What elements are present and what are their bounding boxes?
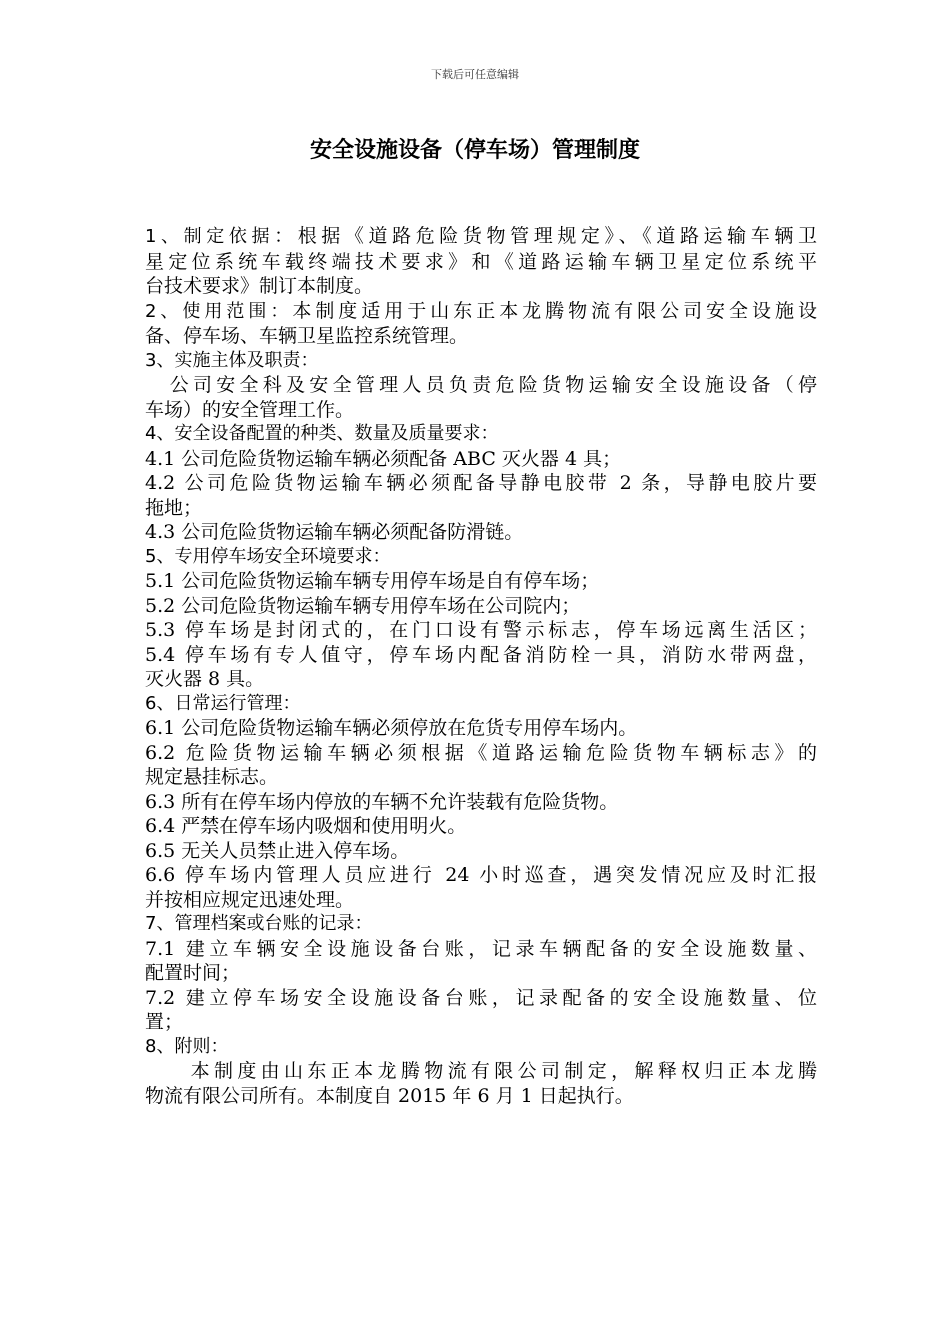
item-5-4-line-1: 5.4 停车场有专人值守，停车场内配备消防栓一具，消防水带两盘， — [145, 643, 817, 666]
section-3-line-1: 公司安全科及安全管理人员负责危险货物运输安全设施设备（停 — [169, 374, 817, 396]
section-3-line-2: 车场）的安全管理工作。 — [145, 398, 355, 421]
section-2-line-1 — [145, 299, 817, 325]
item-7-2-line-2: 置； — [145, 1011, 184, 1033]
item-5-4-line-2: 灭火器 8 具。 — [145, 668, 265, 690]
item-6-5: 6.5 无关人员禁止进入停车场。 — [145, 839, 410, 862]
item-7-1-line-1: 7.1 建立车辆安全设施设备台账，记录车辆配备的安全设施数量、 — [145, 937, 817, 960]
item-6-1: 6.1 公司危险货物运输车辆必须停放在危货专用停车场内。 — [145, 717, 638, 739]
section-6-heading: 6、日常运行管理： — [145, 692, 301, 714]
item-4-1: 4.1 公司危险货物运输车辆必须配备 ABC 灭火器 4 具； — [145, 447, 622, 470]
section-1-line-1 — [145, 224, 817, 250]
item-7-2-line-1: 7.2 建立停车场安全设施设备台账，记录配备的安全设施数量、位 — [145, 986, 817, 1009]
section-1-line-3: 台技术要求》制订本制度。 — [145, 275, 374, 297]
item-5-2: 5.2 公司危险货物运输车辆专用停车场在公司院内； — [145, 594, 581, 617]
section-1-text: 根据《道路危险货物管理规定》、《道路运输车辆卫 — [297, 225, 817, 247]
section-5-heading: 5、专用停车场安全环境要求： — [145, 545, 391, 567]
item-4-2-line-2: 拖地； — [145, 496, 203, 519]
item-5-1: 5.1 公司危险货物运输车辆专用停车场是自有停车场； — [145, 570, 600, 592]
section-1-line-2: 星定位系统车载终端技术要求》和《道路运输车辆卫星定位系统平 — [145, 250, 817, 273]
item-6-6-line-2: 并按相应规定迅速处理。 — [145, 888, 355, 911]
section-8-line-2: 物流有限公司所有。本制度自 2015 年 6 月 1 日起执行。 — [145, 1084, 634, 1107]
section-4-heading: 4、安全设备配置的种类、数量及质量要求： — [145, 423, 499, 444]
section-8-line-1: 本制度由山东正本龙腾物流有限公司制定，解释权归正本龙腾 — [190, 1060, 817, 1082]
item-5-3: 5.3 停车场是封闭式的，在门口设有警示标志，停车场远离生活区； — [145, 619, 817, 641]
section-3-heading: 3、实施主体及职责： — [145, 349, 319, 371]
item-6-3: 6.3 所有在停车场内停放的车辆不允许装载有危险货物。 — [145, 790, 619, 813]
section-1-heading: 1、制定依据 — [145, 226, 275, 247]
item-6-4: 6.4 严禁在停车场内吸烟和使用明火。 — [145, 815, 467, 837]
section-7-heading: 7、管理档案或台账的记录： — [145, 913, 373, 934]
document-body — [145, 224, 817, 1108]
section-2-text: 本制度适用于山东正本龙腾物流有限公司安全设施设 — [292, 299, 817, 322]
section-2-heading: 2、使用范围： — [145, 300, 293, 322]
header-note: 下载后可任意编辑 — [431, 68, 519, 81]
section-1-separator: ： — [274, 225, 298, 247]
item-6-2-line-2: 规定悬挂标志。 — [145, 766, 279, 788]
document-title: 安全设施设备（停车场）管理制度 — [309, 138, 640, 163]
item-6-6-line-1: 6.6 停车场内管理人员应进行 24 小时巡查，遇突发情况应及时汇报 — [145, 864, 817, 886]
item-4-2-line-1: 4.2 公司危险货物运输车辆必须配备导静电胶带 2 条，导静电胶片要 — [145, 472, 817, 494]
section-2-line-2: 备、停车场、车辆卫星监控系统管理。 — [145, 325, 469, 347]
item-7-1-line-2: 配置时间； — [145, 962, 241, 984]
item-4-3: 4.3 公司危险货物运输车辆必须配备防滑链。 — [145, 521, 524, 543]
item-6-2-line-1: 6.2 危险货物运输车辆必须根据《道路运输危险货物车辆标志》的 — [145, 741, 817, 764]
section-8-heading: 8、附则： — [145, 1035, 229, 1057]
